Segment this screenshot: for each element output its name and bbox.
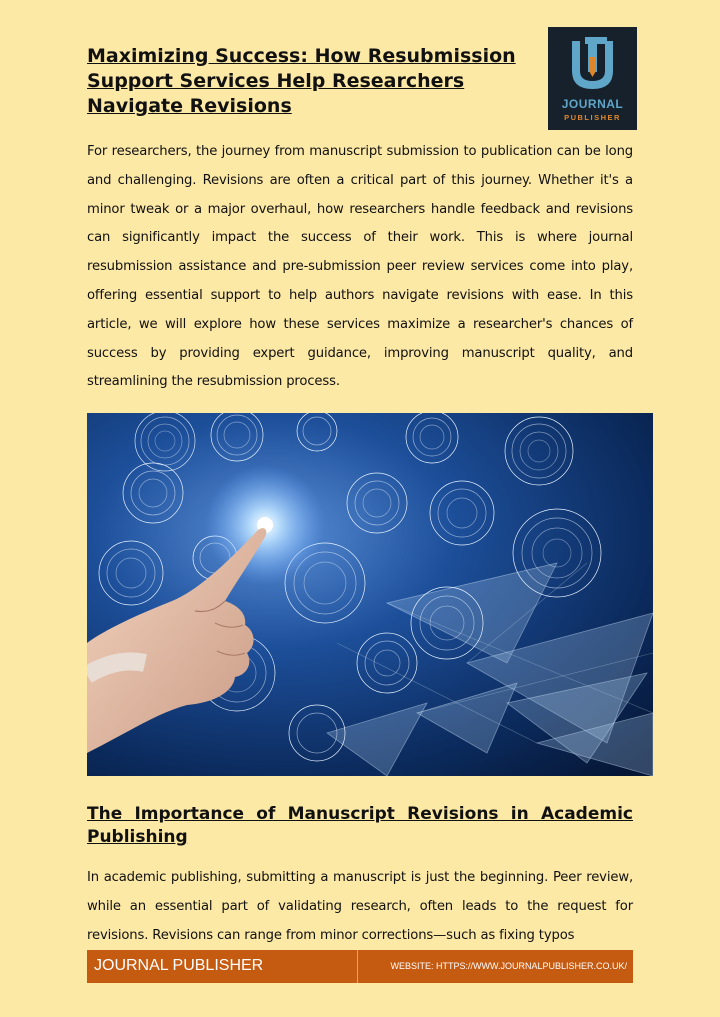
section-heading: The Importance of Manuscript Revisions in Academic Publishing (87, 804, 633, 847)
logo-mark-icon (548, 27, 637, 97)
hand-touching-network-icon (87, 413, 653, 776)
intro-paragraph: For researchers, the journey from manuscript submission to publication can be long and challenging. Revisions are often a critical part of this journey. Whether it's a minor tweak or a major overhaul, how researchers handle feedback and revisions can significantly impact the success of their work. This is where journal resubmission assistance and pre-submission peer review services come into play, offering essential support to help authors navigate revisions with ease. In this article, we will explore how these services maximize a researcher's chances of success by providing expert guidance, improving manuscript quality, and streamlining the resubmission process. (87, 144, 633, 390)
document-title: Maximizing Success: How Resubmission Support Services Help Researchers Navigate Revisions (87, 45, 516, 117)
footer-brand: JOURNAL PUBLISHER (94, 957, 264, 974)
page-footer (87, 950, 633, 983)
hero-image (87, 413, 653, 776)
logo-text-publisher: PUBLISHER (564, 113, 621, 122)
journal-publisher-logo (548, 27, 637, 130)
section-paragraph: In academic publishing, submitting a manuscript is just the beginning. Peer review, while an essential part of validating research, often leads to the request for revisions. Revisions can range from minor corrections—such as fixing typos (87, 870, 633, 943)
footer-brand-box (87, 950, 358, 983)
logo-text-journal: JOURNAL (561, 97, 624, 111)
footer-website[interactable]: WEBSITE: HTTPS://WWW.JOURNALPUBLISHER.CO.UK/ (390, 961, 627, 971)
